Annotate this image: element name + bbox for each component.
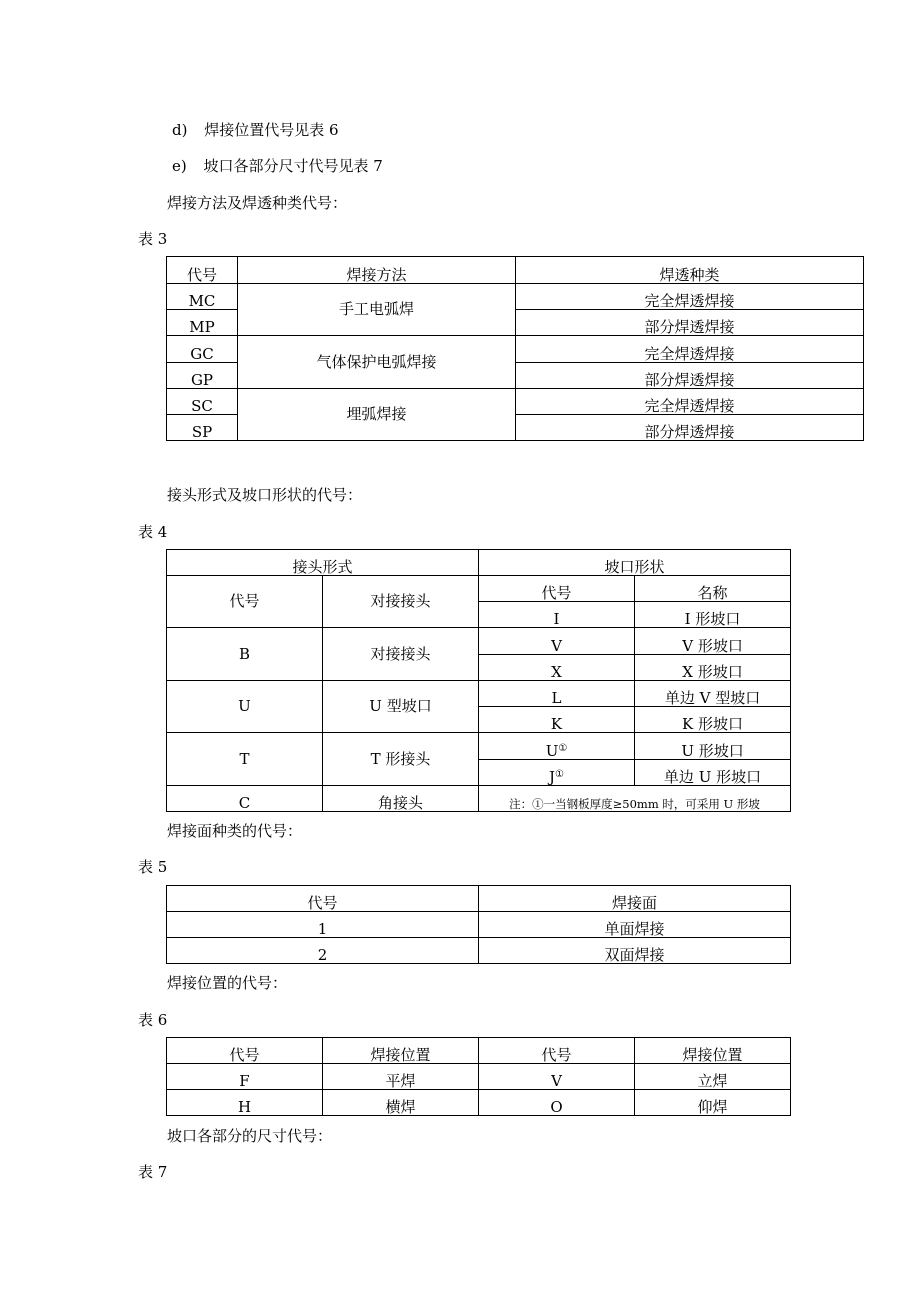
table4-joint-name: 对接接头 <box>323 576 479 628</box>
table6-header-code: 代号 <box>167 1038 323 1064</box>
table3-code: MP <box>167 310 238 336</box>
table3-method: 气体保护电弧焊接 <box>238 336 516 389</box>
intro-item-d <box>172 120 339 140</box>
section6-heading: 焊接位置的代号： <box>167 974 288 992</box>
table4-joint-code: T <box>167 733 323 786</box>
table5-code: 1 <box>167 912 479 938</box>
table4-joint-name: U 型坡口 <box>323 681 479 733</box>
table3-header-code: 代号 <box>167 257 238 284</box>
section5-heading: 焊接面种类的代号： <box>167 822 303 840</box>
table6-position: 立焊 <box>635 1064 791 1090</box>
table5-header-code: 代号 <box>167 886 479 912</box>
table6-code: O <box>479 1090 635 1116</box>
table4-groove-code-cell <box>479 733 635 760</box>
table4-groove-code: K <box>479 707 635 733</box>
table3-method: 手工电弧焊 <box>238 284 516 336</box>
table3-code: SP <box>167 415 238 441</box>
footnote-mark: ① <box>555 769 564 780</box>
table3-header-type: 焊透种类 <box>516 257 864 284</box>
table4-joint-name: T 形接头 <box>323 733 479 786</box>
table4 <box>166 549 791 812</box>
table4-joint-code: 代号 <box>167 576 323 628</box>
table4-sub-code: 代号 <box>479 576 635 602</box>
table6-code: H <box>167 1090 323 1116</box>
table4-groove-name: U 形坡口 <box>635 733 791 760</box>
table5-header-face: 焊接面 <box>479 886 791 912</box>
table6-header-code: 代号 <box>479 1038 635 1064</box>
table4-note: 注：①一当钢板厚度≥50mm 时，可采用 U 形坡 <box>479 786 791 812</box>
footnote-mark: ① <box>558 743 568 754</box>
table5 <box>166 885 791 964</box>
table4-groove-code: V <box>479 628 635 655</box>
table4-groove-code-cell <box>479 760 635 786</box>
table3-type: 部分焊透焊接 <box>516 363 864 389</box>
intro-text: 焊接位置代号见表 6 <box>204 121 339 139</box>
table3-code: GP <box>167 363 238 389</box>
table4-joint-name: 角接头 <box>323 786 479 812</box>
table3-label: 表 3 <box>138 230 168 248</box>
section3-heading: 焊接方法及焊透种类代号： <box>167 194 348 212</box>
table3-type: 完全焊透焊接 <box>516 284 864 310</box>
table4-groove-name: X 形坡口 <box>635 655 791 681</box>
table3-type: 完全焊透焊接 <box>516 389 864 415</box>
table6-header-position: 焊接位置 <box>635 1038 791 1064</box>
table5-code: 2 <box>167 938 479 964</box>
table3-type: 部分焊透焊接 <box>516 310 864 336</box>
table4-label: 表 4 <box>138 523 168 541</box>
table4-joint-code: B <box>167 628 323 681</box>
table4-groove-code: L <box>479 681 635 707</box>
table6 <box>166 1037 791 1116</box>
table4-groove-name: 单边 V 型坡口 <box>635 681 791 707</box>
table4-header-joint: 接头形式 <box>167 550 479 576</box>
intro-marker: e) <box>172 157 187 175</box>
table4-groove-code: X <box>479 655 635 681</box>
section4-heading: 接头形式及坡口形状的代号： <box>167 486 363 504</box>
table3-method: 埋弧焊接 <box>238 389 516 441</box>
table6-header-position: 焊接位置 <box>323 1038 479 1064</box>
table6-position: 平焊 <box>323 1064 479 1090</box>
table4-groove-name: V 形坡口 <box>635 628 791 655</box>
table4-joint-code: U <box>167 681 323 733</box>
table4-sub-name: 名称 <box>635 576 791 602</box>
table4-groove-name: I 形坡口 <box>635 602 791 628</box>
intro-marker: d) <box>172 121 188 139</box>
table4-joint-code: C <box>167 786 323 812</box>
table5-face: 单面焊接 <box>479 912 791 938</box>
table4-header-groove: 坡口形状 <box>479 550 791 576</box>
intro-item-e <box>172 156 383 176</box>
table3-code: MC <box>167 284 238 310</box>
table3-type: 完全焊透焊接 <box>516 336 864 363</box>
table7-label: 表 7 <box>138 1163 168 1181</box>
table6-code: V <box>479 1064 635 1090</box>
table3-type: 部分焊透焊接 <box>516 415 864 441</box>
table4-joint-name: 对接接头 <box>323 628 479 681</box>
table4-groove-code: I <box>479 602 635 628</box>
table4-groove-name: K 形坡口 <box>635 707 791 733</box>
table3-code: SC <box>167 389 238 415</box>
table4-groove-code: U <box>545 742 559 760</box>
table3-header-method: 焊接方法 <box>238 257 516 284</box>
table5-label: 表 5 <box>138 858 168 876</box>
table4-groove-code: J <box>549 768 556 786</box>
table6-label: 表 6 <box>138 1011 168 1029</box>
section7-heading: 坡口各部分的尺寸代号： <box>167 1127 333 1145</box>
table6-position: 横焊 <box>323 1090 479 1116</box>
table3-code: GC <box>167 336 238 363</box>
table6-position: 仰焊 <box>635 1090 791 1116</box>
intro-text: 坡口各部分尺寸代号见表 7 <box>203 157 383 175</box>
table3 <box>166 256 864 441</box>
table5-face: 双面焊接 <box>479 938 791 964</box>
table6-code: F <box>167 1064 323 1090</box>
table4-groove-name: 单边 U 形坡口 <box>635 760 791 786</box>
